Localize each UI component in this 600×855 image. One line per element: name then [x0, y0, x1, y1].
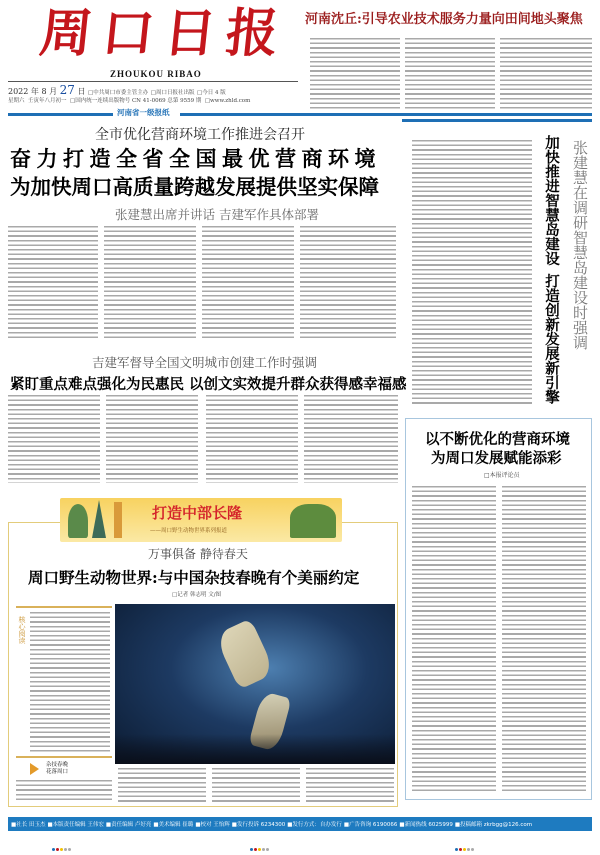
- acrobat-photo: [115, 604, 395, 764]
- weekday: 星期六: [8, 98, 25, 104]
- tree-illustration: [92, 500, 106, 538]
- second-col1: [8, 395, 100, 483]
- second-headline: 紧盯重点难点强化为民惠民 以创文实效提升群众获得感幸福感: [10, 376, 407, 393]
- feature-headline: 周口野生动物世界:与中国杂技春晚有个美丽约定: [28, 568, 360, 587]
- feature-col3: [306, 768, 394, 802]
- right-story-text: [412, 140, 532, 405]
- footer-item: ■社长 田玉杰: [11, 822, 46, 828]
- footer-item: ■校对 王怡辉: [195, 822, 230, 828]
- lead-subhead: 张建慧出席并讲话 吉建军作具体部署: [115, 207, 319, 222]
- second-col2: [106, 395, 198, 483]
- top-story-col1: [310, 38, 400, 110]
- top-story-col2: [405, 38, 495, 110]
- footer-item: ■广告咨询 6190066: [343, 822, 398, 828]
- website: □www.zhld.com: [204, 98, 251, 104]
- arrow-text-2: 花落周口: [46, 769, 69, 775]
- footer-bar: [8, 817, 592, 831]
- divider: [8, 81, 298, 82]
- top-story-col3: [500, 38, 592, 110]
- right-headline-1: 加快推进智慧岛建设: [543, 135, 559, 266]
- commentary-col2: [502, 486, 586, 794]
- rank-rule-left: [8, 113, 113, 116]
- feature-col2: [212, 768, 300, 802]
- commentary-headline: [425, 430, 570, 468]
- lunar-date: 壬寅年八月初一: [28, 98, 67, 104]
- sidebar-rule: [16, 606, 112, 608]
- lead-col1: [8, 226, 98, 338]
- rank-rule-right: [180, 113, 592, 116]
- sidebar-rule: [16, 756, 112, 758]
- banner-title: 打造中部长隆: [152, 504, 243, 522]
- dateline-2: [8, 98, 250, 105]
- top-story-headline: 河南沈丘:引导农业技术服务力量向田间地头聚焦: [305, 12, 583, 27]
- right-headline: [540, 135, 562, 404]
- date-day: 27: [59, 83, 75, 97]
- sidebar-text: [30, 612, 110, 752]
- lead-col3: [202, 226, 294, 338]
- commentary-headline-2: 为周口发展赋能添彩: [431, 450, 562, 467]
- banner-subtitle: ——周口野生动物世界系列报道: [150, 528, 228, 534]
- arrow-text-1: 杂技春晚: [46, 762, 69, 768]
- footer-item: ■本版责任编辑 王伟宏: [47, 822, 104, 828]
- performer-figure: [214, 618, 276, 689]
- lead-col2: [104, 226, 196, 338]
- cn-number: □国内统一连续出版物号 CN 41-0069 总第 9559 期: [70, 98, 202, 104]
- feature-col1: [118, 768, 206, 802]
- date-year-month: 2022 年 8 月: [8, 87, 58, 96]
- registration-dots: [455, 836, 475, 855]
- commentary-headline-1: 以不断优化的营商环境: [425, 431, 570, 448]
- commentary-byline: □本报评论员: [484, 472, 520, 479]
- page-count: □今日 4 版: [197, 90, 226, 96]
- giraffe-illustration: [114, 502, 122, 538]
- press: □周口日报社出版: [150, 90, 195, 96]
- footer-item: ■发行投诉 6234300: [231, 822, 286, 828]
- forest-illustration: [290, 504, 336, 538]
- photo-floor: [115, 734, 395, 764]
- right-headline-2: 打造创新发展新引擎: [543, 273, 559, 404]
- sidebar-text-2: [16, 780, 112, 802]
- registration-dots: [52, 836, 72, 855]
- footer-item: ■投稿邮箱 zkrbgg@126.com: [454, 822, 533, 828]
- footer-item: ■责任编辑 卢好亮: [105, 822, 152, 828]
- right-rule: [402, 119, 592, 122]
- arrow-icon: [30, 763, 39, 775]
- second-col4: [304, 395, 398, 483]
- registration-dots: [250, 836, 270, 855]
- second-kicker: 吉建军督导全国文明城市创建工作时强调: [92, 355, 318, 370]
- second-col3: [206, 395, 298, 483]
- feature-subhead: 万事俱备 静待春天: [148, 547, 248, 561]
- masthead-logo: 周口日报: [36, 3, 292, 64]
- feature-byline: □记者 韩志明 文/图: [172, 592, 222, 598]
- footer-item: ■发行方式：自办发行: [287, 822, 342, 828]
- dateline: [8, 84, 226, 99]
- sidebar-label: 核心阅读: [18, 616, 26, 644]
- date-suffix: 日: [77, 87, 86, 96]
- lead-headline-2: 为加快周口高质量跨越发展提供坚实保障: [10, 175, 379, 199]
- footer-item: ■新闻热线 6025999: [399, 822, 453, 828]
- arrow-text: [46, 762, 68, 776]
- masthead-pinyin: ZHOUKOU RIBAO: [110, 69, 202, 79]
- right-kicker: 张建慧在调研智慧岛建设时强调: [571, 140, 589, 350]
- lead-kicker: 全市优化营商环境工作推进会召开: [95, 127, 305, 143]
- footer-item: ■美术编辑 崔璐: [153, 822, 194, 828]
- lead-headline-1: 奋力打造全省全国最优营商环境: [10, 147, 381, 171]
- rank-label: 河南省一级报纸: [117, 108, 170, 117]
- publisher: □中共周口市委主管主办: [88, 90, 149, 96]
- lead-col4: [300, 226, 396, 338]
- tree-illustration: [68, 504, 88, 538]
- feature-banner: [60, 498, 342, 542]
- commentary-col1: [412, 486, 496, 794]
